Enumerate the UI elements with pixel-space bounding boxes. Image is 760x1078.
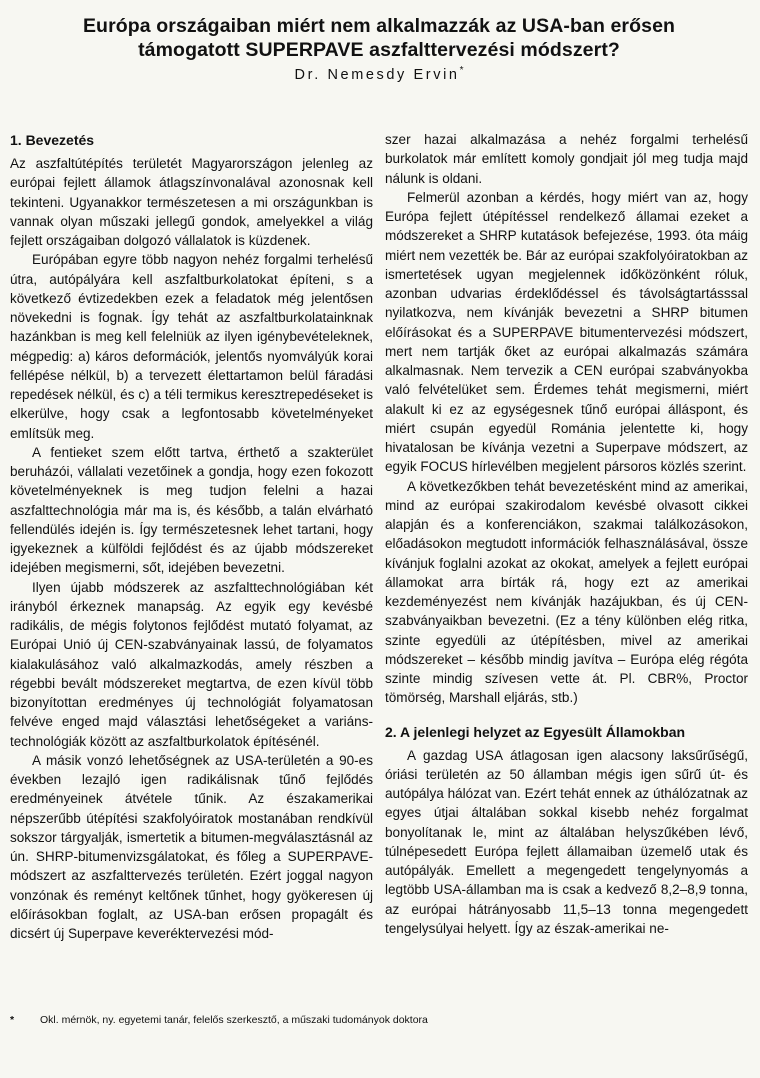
author-footnote-mark: * bbox=[459, 65, 464, 76]
left-column bbox=[10, 130, 373, 943]
paragraph: Az aszfaltútépítés területét Magyarországon jelenleg az európai fejlett államok átlagszínvonalával azonosnak kell tekinteni. Ugyanakkor természetesen a mi országunkban is vannak olyan műszaki jellegű gondok, amelyekkel a világ fejlett országaiban dolgozó vállalatok is küzdenek. bbox=[10, 156, 373, 248]
paragraph: szer hazai alkalmazása a nehéz forgalmi terhelésű burkolatok már említett komoly gondjait jól meg tudja majd nálunk is oldani. bbox=[385, 132, 748, 186]
paragraph: Felmerül azonban a kérdés, hogy miért van az, hogy Európa fejlett útépítéssel rendelkező államai ezeket a módszereket a SHRP kutatások befejezése, 1993. óta máig miért nem vezették be. Bár az európai szakfolyóiratokban az ismertetések ugyan megjelennek időközönként róluk, azonban udvarias érdeklődéssel és távolságtartásssal nyilatkozva, nem kívánják bevezetni a SHRP bitumen előírásokat és a SUPERPAVE bitumentervezési módszert, mert nem tartják őket az európai alkalmazás számára alkalmasnak. Nem tervezik a CEN európai szabványokba való felvételüket sem. Érdemes tehát megismerni, miért alakult ki ez az egységesnek tűnő európai álláspont, és miért csupán egyedül Románia jelentette ki, hogy hivatalosan be kívánja vezetni a Superpave módszert, az egyik FOCUS hírlevélben megjelent pársoros közlés szerint. bbox=[385, 189, 748, 475]
paragraph: Ilyen újabb módszerek az aszfalttechnológiában két irányból érkeznek manapság. Az egyik egy kevésbé radikális, de mégis folytonos fejlődést mutató folyamat, az Európai Unió új CEN-szabványainak lassú, de folyamatos kialakulásához való alkalmazkodás, amely részben a régebbi bevált módszereket megtartva, de ezen kívül több bizonyítottan eredményes új technológiát folyamatosan felvéve enged majd választási lehetőségeket a variáns-technológiák között az aszfaltburkolatok építésénél. bbox=[10, 579, 373, 749]
author-line bbox=[10, 65, 748, 87]
article-title bbox=[10, 0, 748, 62]
section-heading-1: 1. Bevezetés bbox=[10, 132, 95, 148]
author-name: Dr. Nemesdy Ervin bbox=[294, 66, 460, 83]
footnote bbox=[10, 1013, 428, 1027]
right-column bbox=[385, 130, 748, 943]
paragraph: A gazdag USA átlagosan igen alacsony laksűrűségű, óriási területén az 50 államban mégis igen sűrű út- és autópálya hálózat van. Ezért tehát ennek az úthálózatnak az egyes útjai általában sokkal kisebb nehéz forgalmat bonyolítanak le, mint az általában helyszűkében lévő, túlnépesedett Európa fejlett államaiban üzemelő utak és autópályák. Emellett a megengedett tengelynyomás a legtöbb USA-államban ma is csak a kedvező 8,2–8,9 tonna, az európai hátrányosabb 11,5–13 tonna megengedett tengelysúlyai helyett. Így az észak-amerikai ne- bbox=[385, 747, 748, 936]
paragraph: A következőkben tehát bevezetésként mind az amerikai, mind az európai szakirodalom kevésbé olvasott cikkei alapján és a konferenciákon, szakmai találkozásokon, előadásokon megtudott információk felhasználásával, össze kívánjuk foglalni azokat az okokat, amelyek a fejlett európai államokat arra bírták rá, hogy ezt az amerikai kezdeményezést nem kívánják hazájukban, és új CEN-szabványaikban bevezetni. (Ez a tény különben elég ritka, szinte egyedüli az útépítésben, mivel az amerikai módszereket – később mindig javítva – Európa elég régóta szinte mindig szívesen vette át. Pl. CBR%, Proctor tömörség, Marshall eljárás, stb.) bbox=[385, 478, 748, 706]
section-heading-2: 2. A jelenlegi helyzet az Egyesült Államokban bbox=[385, 723, 686, 740]
footnote-text: Okl. mérnök, ny. egyetemi tanár, felelős szerkesztő, a műszaki tudományok doktora bbox=[40, 1014, 428, 1026]
title-line: Európa országaiban miért nem alkalmazzák az USA-ban erősen bbox=[82, 15, 676, 37]
title-line: támogatott SUPERPAVE aszfalttervezési módszert? bbox=[138, 39, 620, 61]
paragraph: Európában egyre több nagyon nehéz forgalmi terhelésű útra, autópályára kell aszfaltburkolatokat építeni, s a következő évtizedekben ezek a feladatok még jelentősen növekedni is fognak. Így tehát az aszfaltburkolatainknak hazánkban is meg kell felelniük az ilyen igénybevételeknek, mégpedig: a) káros deformációk, jelentős nyomvályúk korai fellépése nélkül, b) a tervezett élettartamon belül fáradási repedések nélkül, és c) a téli termikus keresztrepedéseket is elkerülve, hogy csak a legfontosabb követelményeket említsük meg. bbox=[10, 252, 373, 441]
footnote-mark: * bbox=[10, 1014, 15, 1026]
paragraph: A másik vonzó lehetőségnek az USA-területén a 90-es években lezajló igen radikálisnak tűnő fejlődés eredményeinek átvétele tűnik. Az északamerikai népszerűbb útépítési szakfolyóiratok mostanában rendkívül sokszor tárgyalják, ismertetik a bitumen-megválasztásnál az ún. SHRP-bitumenvizsgálatokat, és főleg a SUPERPAVE-módszert az aszfalttervezés területén. Ezért joggal nagyon vonzónak és reményt keltőnek tűnhet, hogy gyökeresen új előírásokban foglalt, az USA-ban erősen propagált és dicsért új Superpave keveréktervezési mód- bbox=[10, 752, 373, 941]
body-columns bbox=[10, 130, 748, 943]
paragraph: A fentieket szem előtt tartva, érthető a szakterület beruházói, vállalati vezetőinek a gondja, hogy ezen fokozott követelményeknek is meg tudjon felelni a hazai aszfalttechnológia már ma is, és később, a talán elvárható fellendülés idején is. Így természetesnek lehet tartani, hogy igyekeznek a külföldi fejlődést és az újabb módszereket idejében megismerni, sőt, idejében bevezetni. bbox=[10, 444, 373, 576]
